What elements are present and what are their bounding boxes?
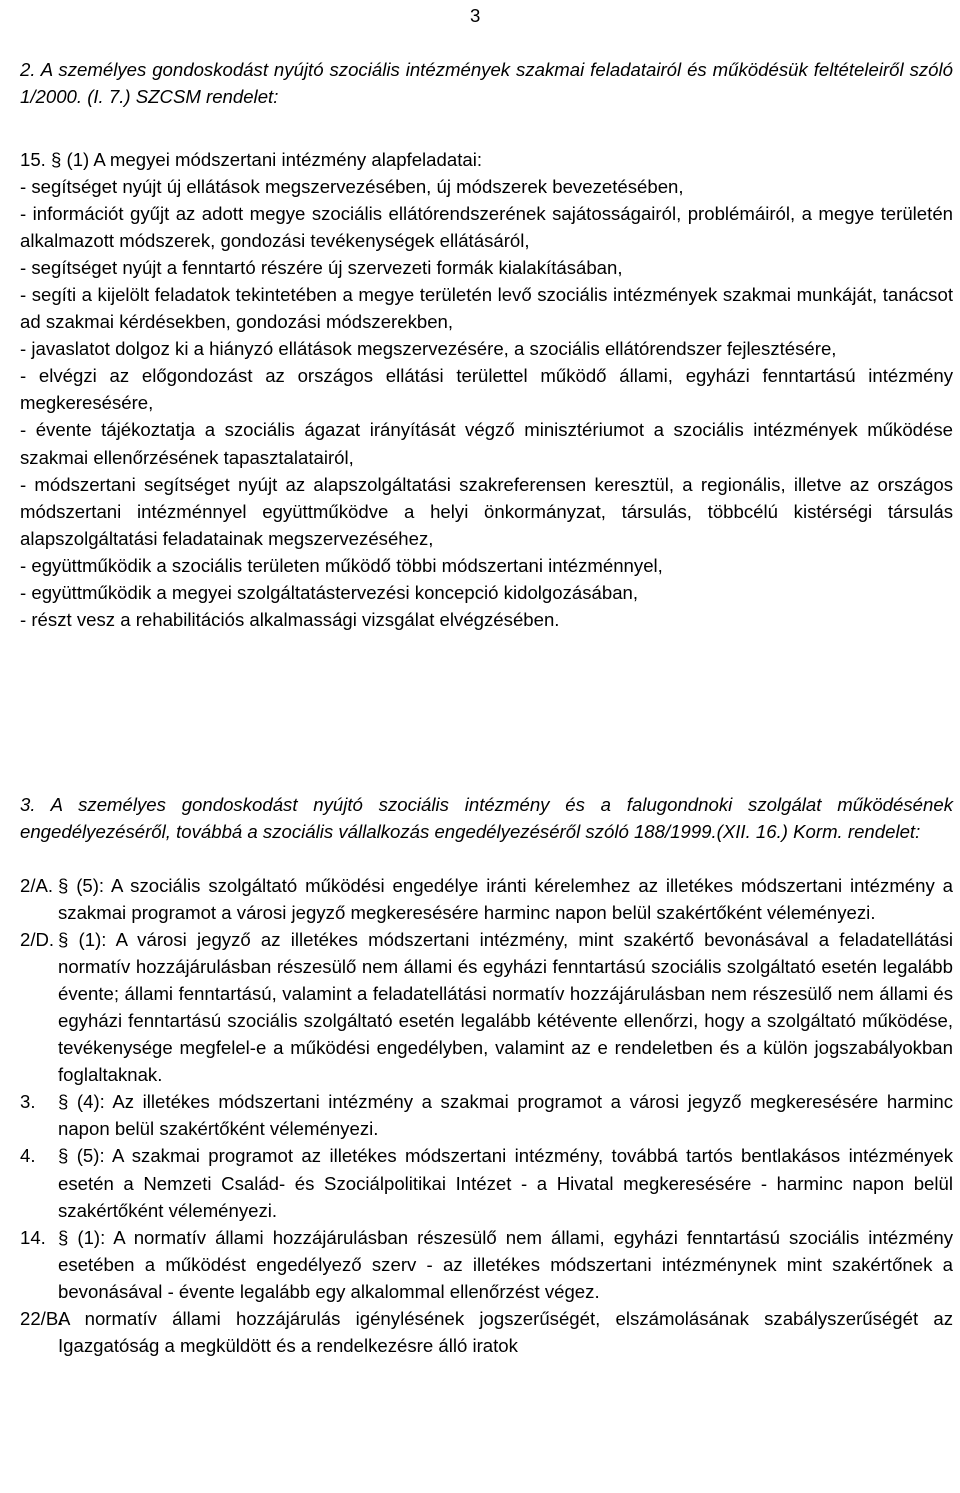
section-3-item — [20, 1305, 953, 1359]
item-number: 22/B. — [20, 1307, 64, 1329]
section-3-item — [20, 872, 953, 926]
item-number: 2/D. — [20, 929, 55, 951]
section-2-intro: 15. § (1) A megyei módszertani intézmény alapfeladatai: — [20, 149, 483, 170]
item-number: 2/A. — [20, 875, 54, 896]
list-item: - módszertani segítséget nyújt az alapszolgáltatási szakreferensen keresztül, a regionális, illetve az országos módszertani intézménnyel együttműködve a helyi önkormányzat, társulás, többcélú kistérségi társulás alapszolgáltatási feladatainak megszervezéséhez, — [20, 473, 953, 549]
list-item: - segítséget nyújt új ellátások megszervezésében, új módszerek bevezetésében, — [20, 176, 684, 198]
section-3-item — [20, 1088, 953, 1142]
list-item: - elvégzi az előgondozást az országos ellátási területtel működő állami, egyházi fenntartású intézmény megkeresésére, — [20, 365, 953, 414]
section-3-heading: 3. A személyes gondoskodást nyújtó szociális intézmény és a falugondnoki szolgálat működésének engedélyezéséről, továbbá a szociális vállalkozás engedélyezéséről szóló 188/1999.(XII. 16.) Korm. rendelet: — [20, 794, 953, 843]
page-number: 3 — [470, 5, 481, 26]
list-item: - együttműködik a szociális területen működő többi módszertani intézménnyel, — [20, 554, 663, 576]
item-number: 4. — [20, 1145, 36, 1167]
section-3-item — [20, 1142, 953, 1223]
list-item: - javaslatot dolgoz ki a hiányzó ellátások megszervezésére, a szociális ellátórendszer fejlesztésére, — [20, 338, 837, 360]
list-item: - részt vesz a rehabilitációs alkalmassági vizsgálat elvégzésében. — [20, 608, 560, 630]
item-text: § (5): A szakmai programot az illetékes módszertani intézmény, továbbá tartós bentlakásos intézmények esetén a Nemzeti Család- és Szociálpolitikai Intézet - a Hivatal megkeresésére - harminc napon belül szakértőként véleményezi. — [58, 1145, 953, 1221]
list-item: - együttműködik a megyei szolgáltatástervezési koncepció kidolgozásában, — [20, 581, 639, 603]
item-text: § (4): Az illetékes módszertani intézmény a szakmai programot a városi jegyző megkeresésére harminc napon belül szakértőként véleményezi. — [58, 1091, 953, 1140]
item-text: § (5): A szociális szolgáltató működési engedélye iránti kérelemhez az illetékes módszertani intézmény a szakmai programot a városi jegyző megkeresésére harminc napon belül szakértőként véleményezi. — [58, 875, 953, 924]
item-text: A normatív állami hozzájárulás igénylésének jogszerűségét, elszámolásának szabályszerűségét az Igazgatóság a megküldött és a rendelkezésre álló iratok — [58, 1307, 953, 1356]
list-item: - segíti a kijelölt feladatok tekintetében a megye területén levő szociális intézmények szakmai munkáját, tanácsot ad szakmai kérdésekben, gondozási módszerekben, — [20, 284, 953, 333]
section-3-item — [20, 926, 953, 1088]
item-text: § (1): A normatív állami hozzájárulásban részesülő nem állami, egyházi fenntartású szociális intézmény esetében a működést engedélyező szerv - az illetékes módszertani intézménynek mint szakértőnek a bevonásával - évente legalább egy alkalommal ellenőrzést végez. — [58, 1226, 953, 1302]
item-number: 3. — [20, 1091, 36, 1113]
list-item: - információt gyűjt az adott megye szociális ellátórendszerének sajátosságairól, problémáiról, a megye területén alkalmazott módszerek, gondozási tevékenységek ellátásáról, — [20, 203, 953, 252]
list-item: - évente tájékoztatja a szociális ágazat irányítását végző minisztériumot a szociális intézmények működése szakmai ellenőrzésének tapasztalatairól, — [20, 419, 953, 468]
item-text: § (1): A városi jegyző az illetékes módszertani intézmény, mint szakértő bevonásával a feladatellátási normatív hozzájárulásban részesülő nem állami és egyházi fenntartású szociális szolgáltató esetén legalább évente; állami fenntartású, valamint a feladatellátási normatív hozzájárulásban nem részesülő nem állami és egyházi fenntartású szociális szolgáltató esetén legalább kétévente ellenőrzi, hogy a szolgáltató működése, tevékenysége megfelel-e a működési engedélyben, valamint az e rendeletben és a külön jogszabályokban foglaltaknak. — [58, 929, 953, 1086]
section-2-heading: 2. A személyes gondoskodást nyújtó szociális intézmények szakmai feladatairól és működésük feltételeiről szóló 1/2000. (I. 7.) SZCSM rendelet: — [20, 59, 953, 108]
section-3-item — [20, 1224, 953, 1305]
section-3-body — [20, 872, 953, 1359]
item-number: 14. — [20, 1226, 46, 1248]
list-item: - segítséget nyújt a fenntartó részére új szervezeti formák kialakításában, — [20, 257, 623, 279]
section-2-body — [20, 146, 953, 633]
